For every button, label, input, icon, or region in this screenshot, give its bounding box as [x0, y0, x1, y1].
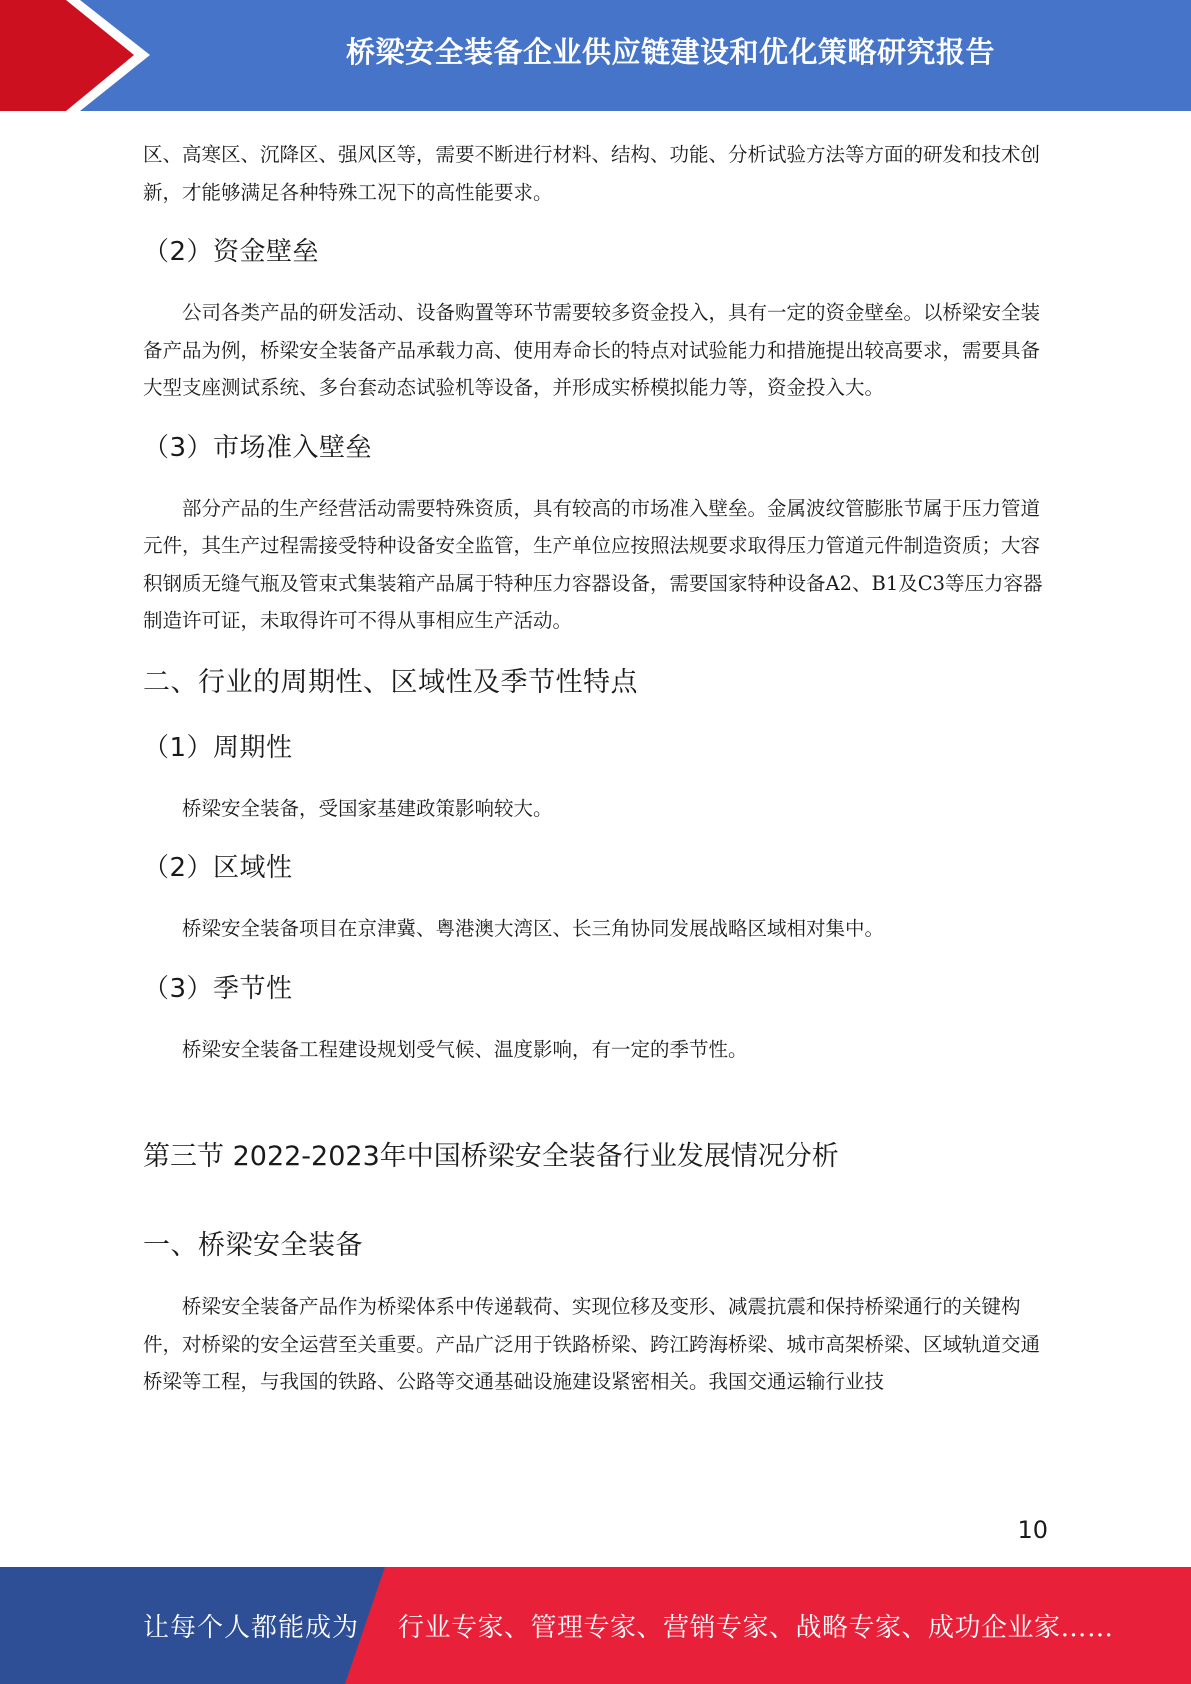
report-title: 桥梁安全装备企业供应链建设和优化策略研究报告 — [345, 34, 995, 69]
paragraph-market-barrier: 部分产品的生产经营活动需要特殊资质，具有较高的市场准入壁垒。金属波纹管膨胀节属于压力管道元件，其生产过程需接受特种设备安全监管，生产单位应按照法规要求取得压力管道元件制造资质；大容积钢质无缝气瓶及管束式集装箱产品属于特种压力容器设备，需要国家特种设备A2、B1及C3等压力容器制造许可证，未取得许可不得从事相应生产活动。 — [143, 496, 1043, 632]
footer-slogan-left: 让每个人都能成为 — [143, 1613, 360, 1643]
page-number: 10 — [1017, 1516, 1048, 1544]
page-footer — [0, 1567, 1191, 1684]
paragraph-intro: 区、高寒区、沉降区、强风区等，需要不断进行材料、结构、功能、分析试验方法等方面的研发和技术创新，才能够满足各种特殊工况下的高性能要求。 — [143, 143, 1041, 204]
heading-cyclicality: （1）周期性 — [143, 732, 293, 763]
paragraph-capital-barrier: 公司各类产品的研发活动、设备购置等环节需要较多资金投入，具有一定的资金壁垒。以桥梁安全装备产品为例，桥梁安全装备产品承载力高、使用寿命长的特点对试验能力和措施提出较高要求，需要具备大型支座测试系统、多台套动态试验机等设备，并形成实桥模拟能力等，资金投入大。 — [143, 301, 1041, 399]
heading-bridge-equipment: 一、桥梁安全装备 — [143, 1230, 363, 1261]
heading-industry-features: 二、行业的周期性、区域性及季节性特点 — [143, 666, 638, 698]
heading-market-barrier: （3）市场准入壁垒 — [143, 432, 373, 463]
heading-capital-barrier: （2）资金壁垒 — [143, 237, 320, 267]
heading-seasonality: （3）季节性 — [143, 973, 293, 1004]
section-three-title: 第三节 2022-2023年中国桥梁安全装备行业发展情况分析 — [143, 1141, 839, 1172]
page-header — [0, 0, 1191, 111]
paragraph-bridge-equipment: 桥梁安全装备产品作为桥梁体系中传递载荷、实现位移及变形、减震抗震和保持桥梁通行的关键构件，对桥梁的安全运营至关重要。产品广泛用于铁路桥梁、跨江跨海桥梁、城市高架桥梁、区域轨道交通桥梁等工程，与我国的铁路、公路等交通基础设施建设紧密相关。我国交通运输行业技 — [143, 1295, 1041, 1393]
paragraph-seasonality: 桥梁安全装备工程建设规划受气候、温度影响，有一定的季节性。 — [182, 1037, 748, 1061]
heading-regionality: （2）区域性 — [143, 853, 293, 883]
paragraph-cyclicality: 桥梁安全装备，受国家基建政策影响较大。 — [182, 796, 553, 820]
footer-slogan-right: 行业专家、管理专家、营销专家、战略专家、成功企业家…… — [398, 1613, 1114, 1643]
paragraph-regionality: 桥梁安全装备项目在京津冀、粤港澳大湾区、长三角协同发展战略区域相对集中。 — [182, 917, 885, 940]
page-body — [143, 136, 1047, 1401]
